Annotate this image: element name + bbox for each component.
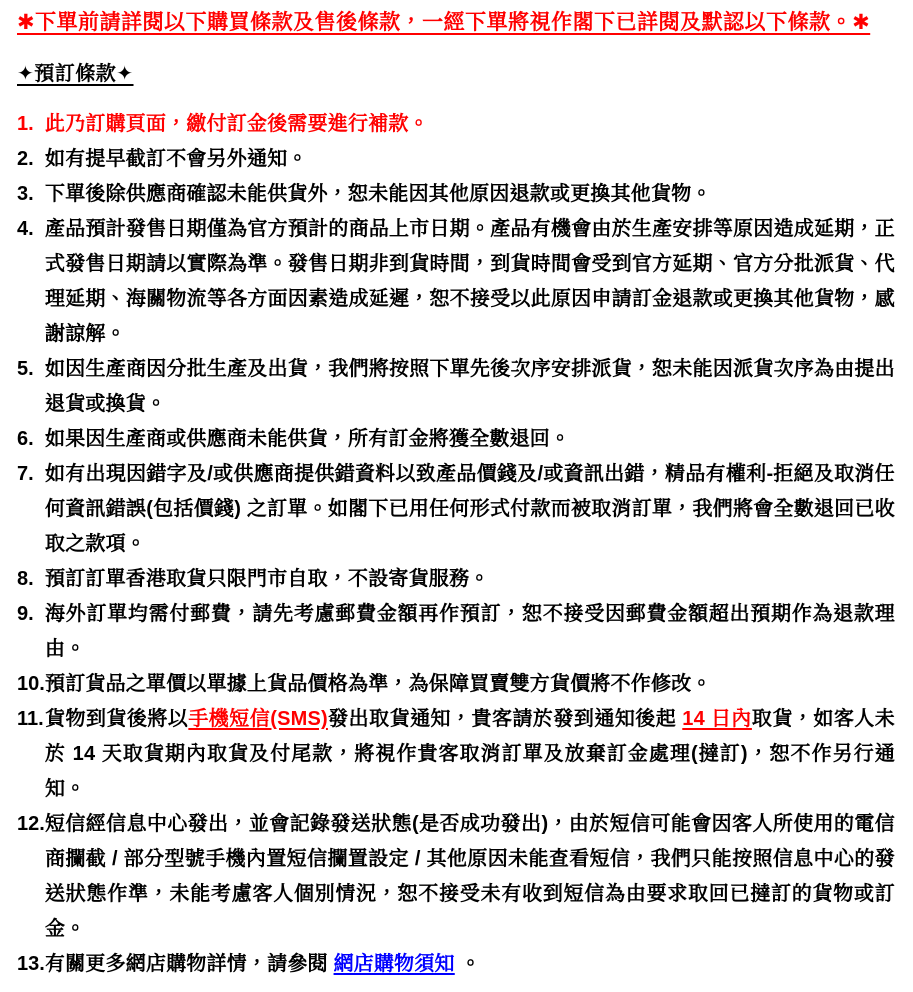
- term-text: 產品預計發售日期僅為官方預計的商品上市日期。產品有機會由於生產安排等原因造成延期，正式發售日期請以實際為準。發售日期非到貨時間，到貨時間會受到官方延期、官方分批派貨、代理延期、海關物流等各方面因素造成延遲，恕不接受以此原因申請訂金退款或更換其他貨物，感謝諒解。: [45, 218, 895, 345]
- term-item-2: [17, 142, 895, 177]
- term-text: 如果因生產商或供應商未能供貨，所有訂金將獲全數退回。: [45, 428, 571, 450]
- term-item-5: [17, 352, 895, 422]
- term-text: 預訂訂單香港取貨只限門市自取，不設寄貨服務。: [45, 568, 490, 590]
- term-item-13: [17, 947, 895, 982]
- term-item-6: [17, 422, 895, 457]
- term-highlight: 14 日內: [682, 708, 752, 730]
- term-text: 此乃訂購頁面，繳付訂金後需要進行補款。: [45, 113, 429, 135]
- term-text: 下單後除供應商確認未能供貨外，恕未能因其他原因退款或更換其他貨物。: [45, 183, 712, 205]
- store-shopping-notice-link[interactable]: 網店購物須知: [333, 953, 455, 975]
- term-item-3: [17, 177, 895, 212]
- term-number: 6.: [17, 428, 34, 450]
- term-item-8: [17, 562, 895, 597]
- section-heading-preorder-terms: ✦預訂條款✦: [17, 63, 134, 85]
- term-number: 12.: [17, 813, 45, 835]
- term-text: 有關更多網店購物詳情，請參閱: [45, 953, 334, 975]
- term-number: 5.: [17, 358, 34, 380]
- term-number: 2.: [17, 148, 34, 170]
- term-text: 海外訂單均需付郵費，請先考慮郵費金額再作預訂，恕不接受因郵費金額超出預期作為退款理由。: [45, 603, 895, 660]
- term-number: 4.: [17, 218, 34, 240]
- term-highlight: 手機短信(SMS): [188, 708, 328, 730]
- term-number: 10.: [17, 673, 45, 695]
- term-text: 發出取貨通知，貴客請於發到通知後起: [327, 708, 683, 730]
- term-item-11: [17, 702, 895, 807]
- term-number: 13.: [17, 953, 45, 975]
- term-number: 9.: [17, 603, 34, 625]
- term-item-1: [17, 107, 895, 142]
- term-text: 。: [454, 953, 481, 975]
- term-item-7: [17, 457, 895, 562]
- term-item-10: [17, 667, 895, 702]
- term-item-4: [17, 212, 895, 352]
- term-number: 3.: [17, 183, 34, 205]
- term-number: 11.: [17, 708, 44, 730]
- term-text: 如因生產商因分批生產及出貨，我們將按照下單先後次序安排派貨，恕未能因派貨次序為由提出退貨或換貨。: [45, 358, 895, 415]
- terms-list: [17, 107, 895, 982]
- term-number: 8.: [17, 568, 34, 590]
- term-text: 預訂貨品之單價以單據上貨品價格為準，為保障買賣雙方貨價將不作修改。: [45, 673, 712, 695]
- term-text: 如有出現因錯字及/或供應商提供錯資料以致產品價錢及/或資訊出錯，精品有權利-拒絕及取消任何資訊錯誤(包括價錢) 之訂單。如閣下已用任何形式付款而被取消訂單，我們將會全數退回已收取之款項。: [45, 463, 895, 555]
- term-number: 7.: [17, 463, 34, 485]
- term-text: 貨物到貨後將以: [45, 708, 189, 730]
- term-number: 1.: [17, 113, 34, 135]
- notice-title: ✱下單前請詳閱以下購買條款及售後條款，一經下單將視作閣下已詳閱及默認以下條款。✱: [17, 11, 871, 34]
- term-text: 取貨，如客人未於 14 天取貨期內取貨及付尾款，將視作貴客取消訂單及放棄訂金處理(撻訂)，恕不作另行通知。: [45, 708, 895, 800]
- term-item-12: [17, 807, 895, 947]
- term-item-9: [17, 597, 895, 667]
- term-text: 短信經信息中心發出，並會記錄發送狀態(是否成功發出)，由於短信可能會因客人所使用的電信商攔截 / 部分型號手機內置短信攔置設定 / 其他原因未能查看短信，我們只能按照信息中心的發送狀態作準，未能考慮客人個別情況，恕不接受未有收到短信為由要求取回已撻訂的貨物或訂金。: [45, 813, 895, 940]
- term-text: 如有提早截訂不會另外通知。: [45, 148, 308, 170]
